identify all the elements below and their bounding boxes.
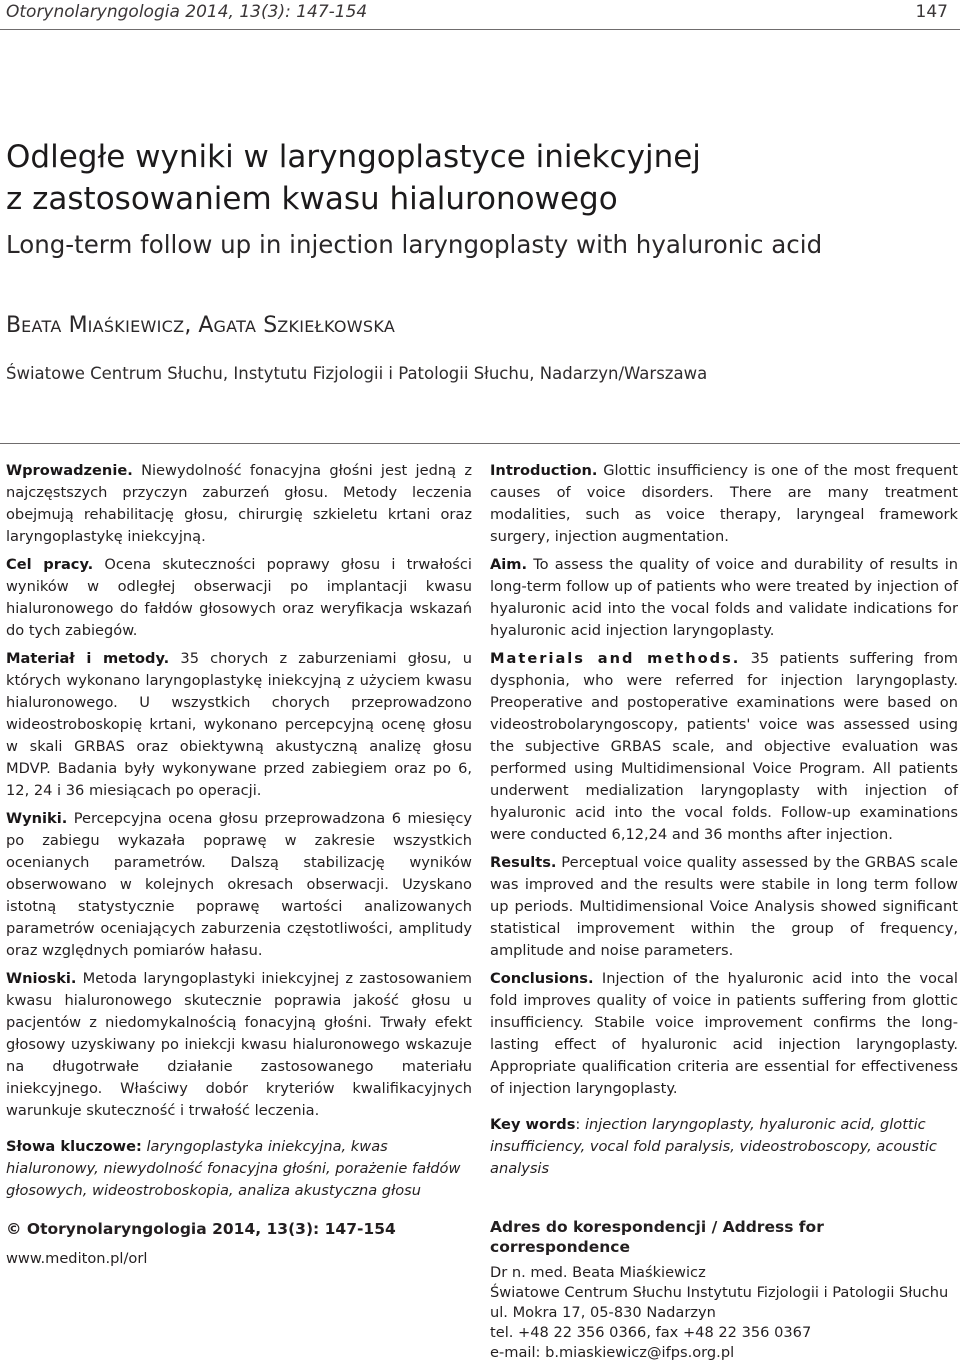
abstract-pl-results-text: Percepcyjna ocena głosu przeprowadzona 6 miesięcy po zabiegu wykazała poprawę w zakresie wszystkich ocenianych parametrów. Dalszą stabilizację wyników obserwowano w kolejnych okresach obserwacji. Uzyskano istotną statystycznie poprawę wartości analizowanych parametrów oceniających zaburzenia częstotliwości, amplitudy oraz względnych pomiarów hałasu. [6,810,472,959]
author-1-first-rest: EATA [21,317,62,336]
abstract-divider [0,443,960,444]
author-separator: , [184,313,199,338]
abstract-en-intro-label: Introduction. [490,462,598,479]
author-1-first-initial: B [6,313,22,338]
title-english: Long-term follow up in injection laryngoplasty with hyaluronic acid [6,230,823,259]
journal-url-link[interactable]: www.mediton.pl/orl [6,1250,148,1267]
abstract-en-results-text: Perceptual voice quality assessed by the GRBAS scale was improved and the results were stabile in long term follow up periods. Multidimensional Voice Analysis showed significant statistical improvement within the group of frequency, amplitude and noise parameters. [490,854,958,959]
abstract-pl-results-label: Wyniki. [6,810,68,827]
abstract-polish [6,460,472,1208]
abstract-en-aim [490,554,958,642]
keywords-en-label: Key words [490,1116,576,1133]
abstract-pl-aim [6,554,472,642]
keywords-en-colon: : [575,1116,585,1133]
journal-header: Otorynolaryngologia 2014, 13(3): 147-154 [6,2,368,22]
abstract-en-methods-text: 35 patients suffering from dysphonia, who were referred for injection laryngoplasty. Preoperative and postoperative examinations were based on videostrobolaryngoscopy, patients' voice was assessed using the subjective GRBAS scale, and objective evaluation was performed using Multidimensional Voice Program. All patients underwent medialization laryngoplasty with injection of hyaluronic acid into the vocal folds. Follow-up examinations were conducted 6,12,24 and 36 months after injection. [490,650,959,843]
author-1-last-rest: IAŚKIEWICZ [87,317,185,336]
author-2-first-rest: GATA [213,317,257,336]
correspondence-institution: Światowe Centrum Słuchu Instytutu Fizjologii i Patologii Słuchu [490,1284,949,1301]
keywords-pl-label: Słowa kluczowe: [6,1138,142,1155]
abstract-pl-conclusions-label: Wnioski. [6,970,77,987]
abstract-en-methods [490,648,958,846]
header-divider [0,29,960,30]
abstract-en-conclusions-text: Injection of the hyaluronic acid into the vocal fold improves quality of voice in patients suffering from glottic insufficiency. Stabile voice improvement confirms the long-lasting effect of hyaluronic acid injection laryngoplasty. Appropriate qualification criteria are essential for effectiveness of injection laryngoplasty. [490,970,958,1097]
correspondence-email-link[interactable]: e-mail: b.miaskiewicz@ifps.org.pl [490,1344,735,1361]
author-2-first-initial: A [198,313,214,338]
abstract-pl-conclusions-text: Metoda laryngoplastyki iniekcyjnej z zastosowaniem kwasu hialuronowego skutecznie poprawia jakość głosu u pacjentów z niedomykalnością fonacyjną głośni. Trwały efekt głosowy uzyskiwany po iniekcji kwasu hialuronowego wskazuje na długotrwałe działanie zastosowanego materiału iniekcyjnego. Właściwy dobór kryteriów kwalifikacyjnych warunkuje skuteczność i trwałość leczenia. [6,970,472,1119]
copyright-symbol: © [6,1220,22,1238]
correspondence-phone: tel. +48 22 356 0366, fax +48 22 356 0367 [490,1324,812,1341]
abstract-en-intro [490,460,958,548]
abstract-en-intro-text: Glottic insufficiency is one of the most frequent causes of voice disorders. There are many treatment modalities, such as voice therapy, laryngeal framework surgery, injection augmentation. [490,462,958,545]
abstract-en-results [490,852,958,962]
abstract-en-aim-text: To assess the quality of voice and durability of results in long-term follow up of patients who were treated by injection of hyaluronic acid into the vocal folds and validate indications for hyaluronic acid injection laryngoplasty. [490,556,958,639]
abstract-pl-conclusions [6,968,472,1122]
abstract-pl-intro-label: Wprowadzenie. [6,462,133,479]
abstract-english [490,460,958,1186]
abstract-en-conclusions [490,968,958,1100]
abstract-pl-methods-label: Materiał i metody. [6,650,170,667]
title-polish-line2: z zastosowaniem kwasu hialuronowego [6,181,618,217]
author-2-last-rest: ZKIEŁKOWSKA [277,317,396,336]
page-number: 147 [915,2,948,22]
abstract-pl-intro [6,460,472,548]
abstract-en-methods-label: Materials and methods. [490,650,741,667]
correspondence-block [490,1217,958,1363]
citation-block [6,1217,466,1271]
author-2-last-initial: S [263,313,278,338]
keywords-polish [6,1136,472,1202]
authors-line [6,313,395,338]
author-1-last-initial: M [68,313,88,338]
abstract-pl-methods [6,648,472,802]
correspondence-name: Dr n. med. Beata Miaśkiewicz [490,1264,706,1281]
keywords-en-text: injection laryngoplasty, hyaluronic acid, glottic insufficiency, vocal fold paralysis, videostroboscopy, acoustic analysis [490,1116,937,1177]
abstract-pl-methods-text: 35 chorych z zaburzeniami głosu, u których wykonano laryngoplastykę iniekcyjną z użyciem kwasu hialuronowego. U wszystkich chorych przeprowadzono wideostroboskopię krtani, wykonano percepcyjną ocenę głosu w skali GRBAS oraz obiektywną akustyczną analizę głosu MDVP. Badania były wykonywane przed zabiegiem oraz po 6, 12, 24 i 36 miesiącach po operacji. [6,650,472,799]
title-polish [6,136,946,220]
abstract-en-results-label: Results. [490,854,557,871]
affiliation: Światowe Centrum Słuchu, Instytutu Fizjologii i Patologii Słuchu, Nadarzyn/Warszawa [6,364,708,383]
citation-line [6,1217,466,1241]
keywords-pl-text: laryngoplastyka iniekcyjna, kwas hialuronowy, niewydolność fonacyjna głośni, porażenie fałdów głosowych, wideostroboskopia, analiza akustyczna głosu [6,1138,461,1199]
abstract-pl-aim-label: Cel pracy. [6,556,94,573]
abstract-pl-intro-text: Niewydolność fonacyjna głośni jest jedną z najczęstszych przyczyn zaburzeń głosu. Metody leczenia obejmują rehabilitację głosu, chirurgię szkieletu krtani oraz laryngoplastykę iniekcyjną. [6,462,472,545]
abstract-en-conclusions-label: Conclusions. [490,970,594,987]
title-polish-line1: Odległe wyniki w laryngoplastyce iniekcyjnej [6,139,701,175]
abstract-pl-aim-text: Ocena skuteczności poprawy głosu i trwałości wyników w odległej obserwacji po implantacji kwasu hialuronowego do fałdów głosowych oraz weryfikacja wskazań do tych zabiegów. [6,556,472,639]
keywords-english [490,1114,958,1180]
abstract-pl-results [6,808,472,962]
correspondence-street: ul. Mokra 17, 05-830 Nadarzyn [490,1304,716,1321]
correspondence-heading: Adres do korespondencji / Address for correspondence [490,1218,824,1256]
abstract-en-aim-label: Aim. [490,556,528,573]
citation-text: Otorynolaryngologia 2014, 13(3): 147-154 [21,1220,396,1238]
